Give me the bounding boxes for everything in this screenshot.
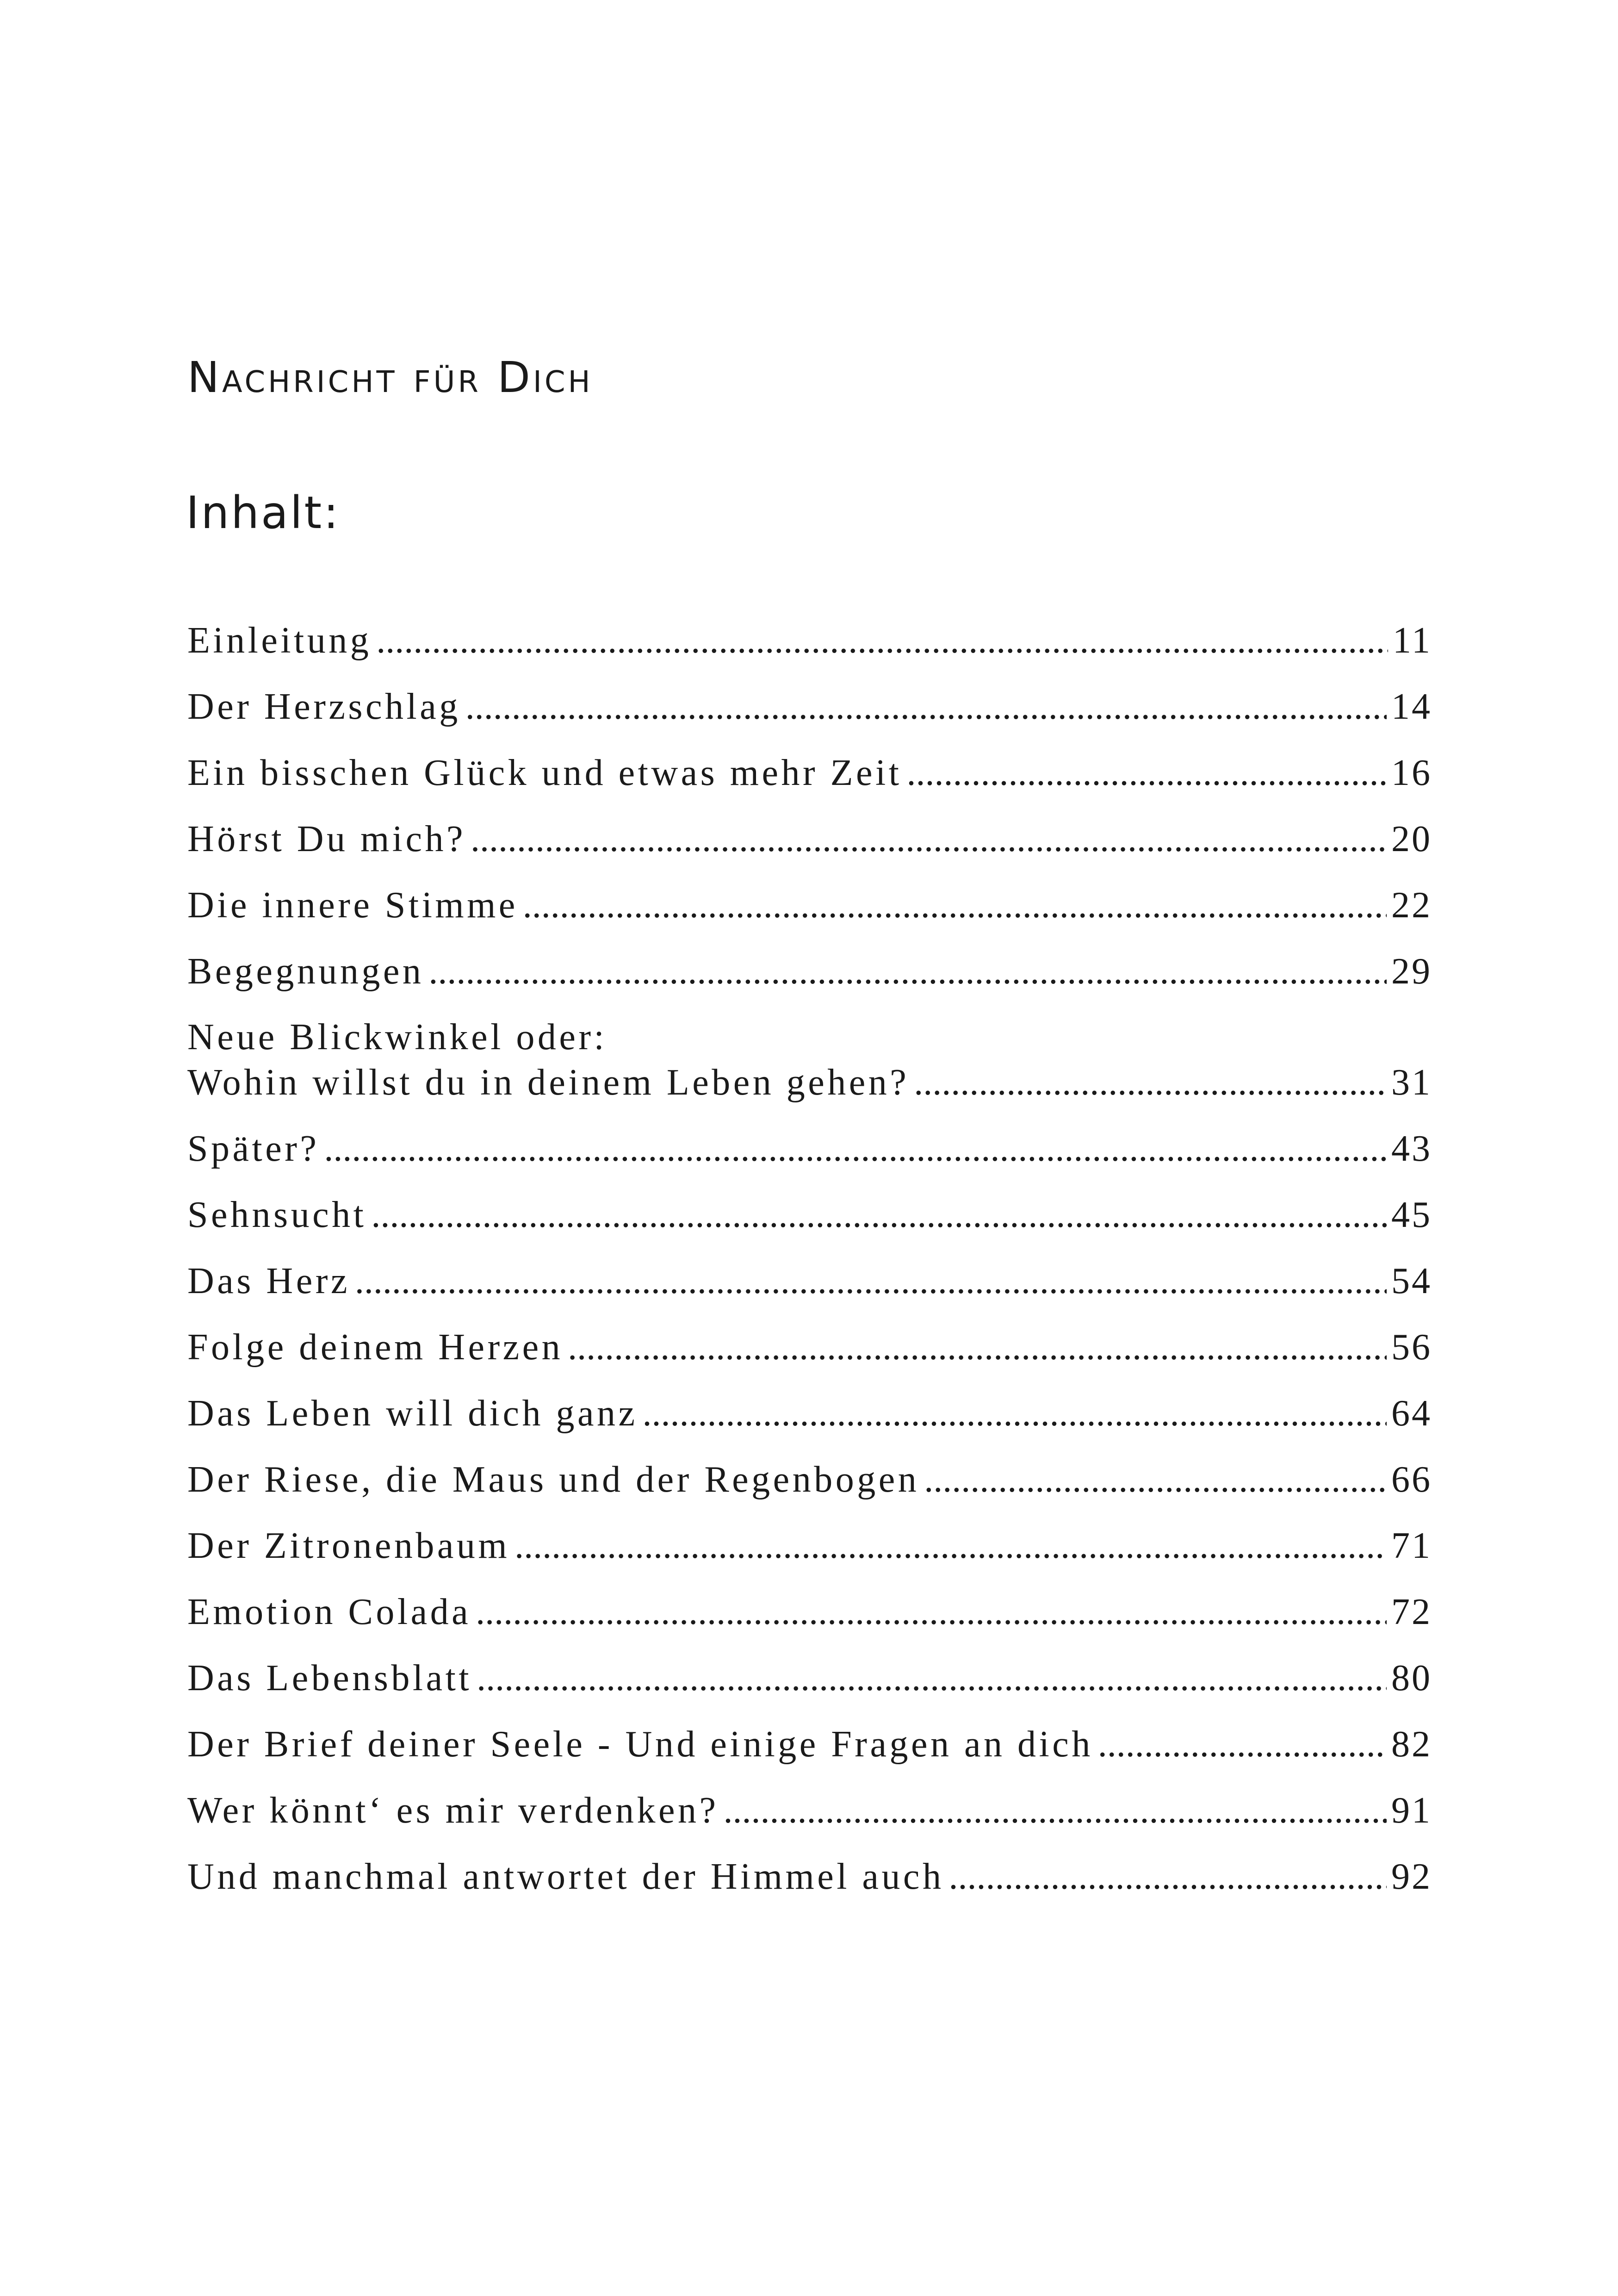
toc-entry-page-number: 66 bbox=[1391, 1459, 1432, 1500]
toc-entry-page-number: 29 bbox=[1391, 951, 1432, 992]
toc-entry-row bbox=[187, 883, 1432, 928]
toc-entry-row bbox=[187, 949, 1432, 994]
toc-entry-row bbox=[187, 1126, 1432, 1171]
toc-entry-page-number: 54 bbox=[1391, 1261, 1432, 1301]
toc-entry bbox=[187, 883, 1432, 928]
toc-entry-label: Folge deinem Herzen bbox=[187, 1327, 564, 1368]
toc-entry-page-number: 64 bbox=[1391, 1393, 1432, 1434]
toc-entry bbox=[187, 1854, 1432, 1899]
toc-entry-label: Und manchmal antwortet der Himmel auch bbox=[187, 1856, 944, 1897]
dot-leader bbox=[515, 1523, 1387, 1568]
toc-entry bbox=[187, 1589, 1432, 1635]
toc-entry bbox=[187, 684, 1432, 729]
toc-entry-page-number: 72 bbox=[1391, 1592, 1432, 1632]
toc-heading: Inhalt: bbox=[186, 487, 341, 539]
toc-entry-row bbox=[187, 1788, 1432, 1833]
dot-leader bbox=[1098, 1722, 1387, 1767]
toc-entry-row bbox=[187, 684, 1432, 729]
dot-leader bbox=[428, 949, 1387, 994]
dot-leader bbox=[371, 1192, 1387, 1238]
toc-entry bbox=[187, 1788, 1432, 1833]
dot-leader bbox=[355, 1258, 1387, 1304]
toc-entry-page-number: 45 bbox=[1391, 1195, 1432, 1235]
toc-entry-row bbox=[187, 1060, 1432, 1105]
toc-entry-row bbox=[187, 750, 1432, 796]
toc-entry-row bbox=[187, 1391, 1432, 1436]
toc-entry-label: Der Herzschlag bbox=[187, 686, 461, 727]
dot-leader bbox=[471, 816, 1387, 862]
toc-entry bbox=[187, 1258, 1432, 1304]
toc-entry-label: Der Brief deiner Seele - Und einige Fragen an dich bbox=[187, 1724, 1093, 1765]
dot-leader bbox=[643, 1391, 1387, 1436]
toc-entry-page-number: 16 bbox=[1391, 753, 1432, 793]
toc-entry bbox=[187, 1192, 1432, 1238]
toc-entry-page-number: 11 bbox=[1392, 620, 1432, 661]
toc-entry bbox=[187, 1325, 1432, 1370]
toc-entry-label: Einleitung bbox=[187, 620, 372, 661]
book-title: Nachricht für Dich bbox=[187, 353, 593, 402]
toc-entry-label: Hörst Du mich? bbox=[187, 819, 466, 859]
toc-entry-page-number: 91 bbox=[1391, 1790, 1432, 1831]
toc-entry bbox=[187, 816, 1432, 862]
dot-leader bbox=[324, 1126, 1387, 1171]
toc-entry-row bbox=[187, 1655, 1432, 1701]
toc-entry-page-number: 43 bbox=[1391, 1128, 1432, 1169]
dot-leader bbox=[924, 1457, 1387, 1502]
toc-entry-row bbox=[187, 1589, 1432, 1635]
toc-entry-page-number: 56 bbox=[1391, 1327, 1432, 1368]
toc-entry-page-number: 71 bbox=[1391, 1525, 1432, 1566]
dot-leader bbox=[476, 1589, 1387, 1635]
toc-entry-label: Emotion Colada bbox=[187, 1592, 471, 1632]
toc-entry-label: Das Leben will dich ganz bbox=[187, 1393, 638, 1434]
toc-entry bbox=[187, 949, 1432, 994]
toc-entry-label: Sehnsucht bbox=[187, 1195, 367, 1235]
toc-entry-label: Die innere Stimme bbox=[187, 885, 518, 926]
toc-entry bbox=[187, 1523, 1432, 1568]
toc-entry-page-number: 14 bbox=[1391, 686, 1432, 727]
toc-entry bbox=[187, 1722, 1432, 1767]
toc-entry bbox=[187, 1391, 1432, 1436]
toc-entry bbox=[187, 618, 1432, 663]
dot-leader bbox=[906, 750, 1387, 796]
dot-leader bbox=[523, 883, 1387, 928]
toc-entry bbox=[187, 1655, 1432, 1701]
toc-entry-row bbox=[187, 618, 1432, 663]
toc-entry bbox=[187, 750, 1432, 796]
dot-leader bbox=[724, 1788, 1387, 1833]
toc-entry-label: Später? bbox=[187, 1128, 320, 1169]
dot-leader bbox=[914, 1060, 1387, 1105]
toc-entry-label: Der Zitronenbaum bbox=[187, 1525, 510, 1566]
toc-entry-row bbox=[187, 1325, 1432, 1370]
toc-entry-label: Das Lebensblatt bbox=[187, 1658, 472, 1699]
dot-leader bbox=[477, 1655, 1387, 1701]
toc-entry-page-number: 92 bbox=[1391, 1856, 1432, 1897]
table-of-contents bbox=[187, 618, 1432, 1920]
toc-entry-label: Begegnungen bbox=[187, 951, 424, 992]
toc-entry bbox=[187, 1015, 1432, 1105]
toc-entry bbox=[187, 1457, 1432, 1502]
toc-entry-page-number: 82 bbox=[1391, 1724, 1432, 1765]
toc-entry bbox=[187, 1126, 1432, 1171]
toc-entry-page-number: 22 bbox=[1391, 885, 1432, 926]
toc-entry-page-number: 31 bbox=[1391, 1062, 1432, 1103]
dot-leader bbox=[948, 1854, 1387, 1899]
dot-leader bbox=[465, 684, 1387, 729]
toc-entry-row bbox=[187, 1258, 1432, 1304]
toc-entry-page-number: 20 bbox=[1391, 819, 1432, 859]
toc-entry-label: Ein bisschen Glück und etwas mehr Zeit bbox=[187, 753, 902, 793]
toc-entry-label: Der Riese, die Maus und der Regenbogen bbox=[187, 1459, 920, 1500]
toc-entry-row bbox=[187, 816, 1432, 862]
dot-leader bbox=[376, 618, 1388, 663]
dot-leader bbox=[568, 1325, 1387, 1370]
toc-entry-row bbox=[187, 1523, 1432, 1568]
toc-entry-label: Wer könnt‘ es mir verdenken? bbox=[187, 1790, 719, 1831]
toc-entry-page-number: 80 bbox=[1391, 1658, 1432, 1699]
toc-entry-label-line: Neue Blickwinkel oder: bbox=[187, 1017, 608, 1058]
toc-entry-row bbox=[187, 1722, 1432, 1767]
toc-entry-label: Das Herz bbox=[187, 1261, 350, 1301]
toc-entry-row bbox=[187, 1457, 1432, 1502]
toc-entry-label: Wohin willst du in deinem Leben gehen? bbox=[187, 1062, 910, 1103]
toc-entry-row bbox=[187, 1192, 1432, 1238]
toc-entry-row bbox=[187, 1854, 1432, 1899]
